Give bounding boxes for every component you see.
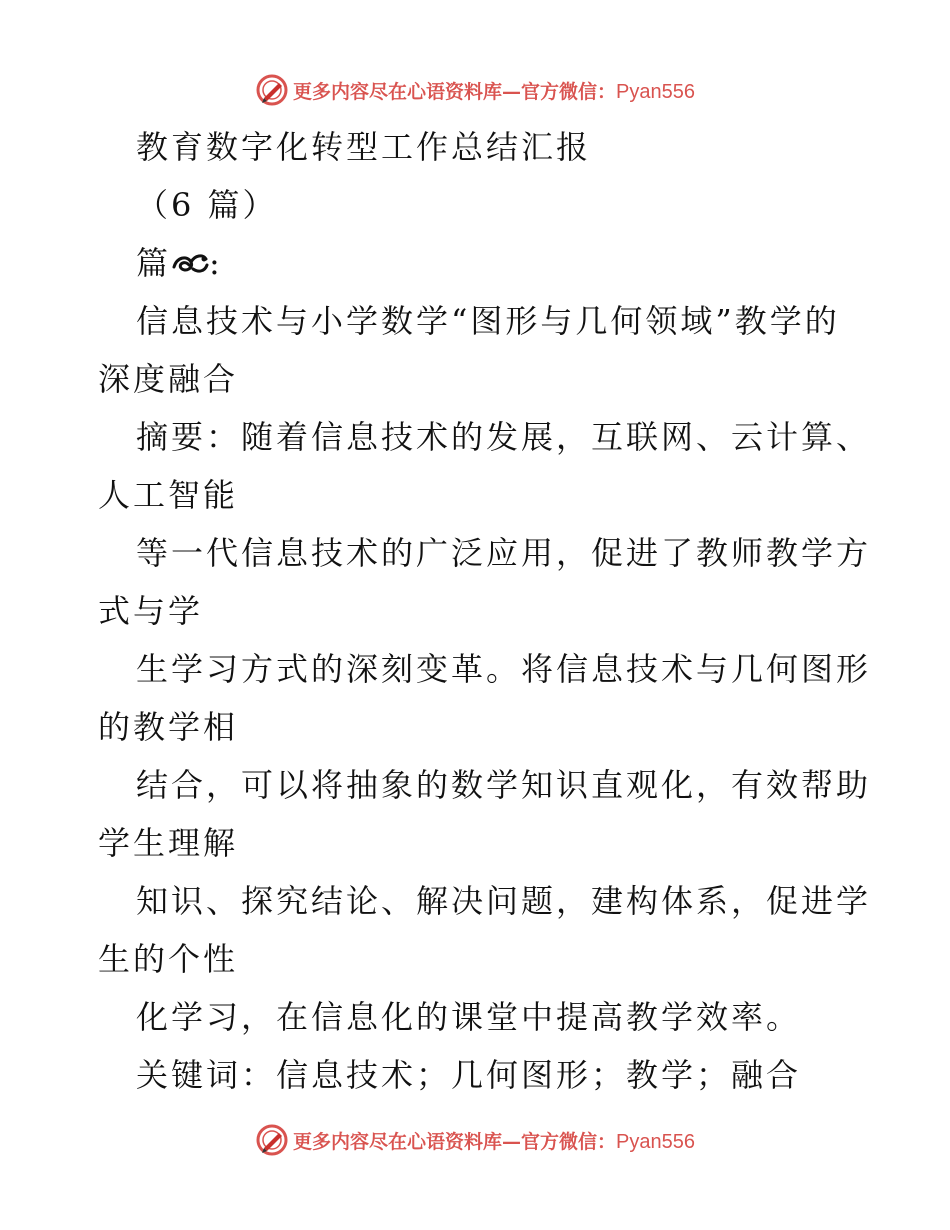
- body-line: 结合，可以将抽象的数学知识直观化，有效帮助: [136, 766, 872, 804]
- body-line: 化学习，在信息化的课堂中提高教学效率。: [136, 998, 802, 1036]
- body-line: 人工智能: [98, 476, 239, 514]
- body-line: 知识、探究结论、解决问题，建构体系，促进学: [136, 882, 872, 920]
- keywords-line: 关键词：信息技术；几何图形；教学；融合: [136, 1056, 802, 1094]
- pen-logo-icon: [255, 73, 289, 107]
- section-label: 篇: [136, 244, 172, 282]
- body-line: 学生理解: [98, 824, 239, 862]
- document-subtitle: （6 篇）: [136, 186, 278, 224]
- section-heading: [98, 234, 858, 292]
- footer-watermark-banner: [0, 1120, 950, 1160]
- watermark-text: 更多内容尽在心语资料库—官方微信：Pyan556: [293, 1130, 695, 1153]
- body-line: 的教学相: [98, 708, 239, 746]
- ornament-numeral-icon: [171, 251, 209, 277]
- body-line: 深度融合: [98, 360, 239, 398]
- pen-logo-icon: [255, 1123, 289, 1157]
- section-suffix: :: [209, 244, 223, 282]
- body-line: 式与学: [98, 592, 204, 630]
- body-line: 生学习方式的深刻变革。将信息技术与几何图形: [136, 650, 872, 688]
- body-line: 生的个性: [98, 940, 239, 978]
- header-watermark-banner: [0, 70, 950, 110]
- body-line: 摘要：随着信息技术的发展，互联网、云计算、: [136, 418, 872, 456]
- body-line: 等一代信息技术的广泛应用，促进了教师教学方: [136, 534, 872, 572]
- watermark-text: 更多内容尽在心语资料库—官方微信：Pyan556: [293, 80, 695, 103]
- document-title: 教育数字化转型工作总结汇报: [136, 128, 592, 166]
- document-body: [98, 118, 872, 1104]
- body-line: 信息技术与小学数学“图形与几何领域”教学的: [136, 302, 840, 340]
